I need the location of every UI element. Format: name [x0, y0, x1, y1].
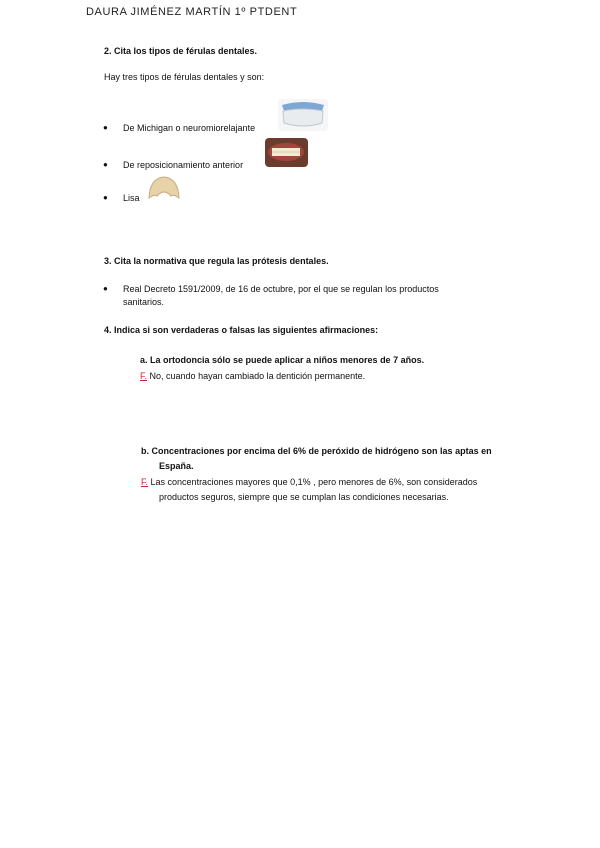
document-header: DAURA JIMÉNEZ MARTÍN 1º PTDENT: [86, 6, 298, 18]
smooth-splint-image: [146, 174, 182, 202]
answer-a-text: No, cuando hayan cambiado la dentición permanente.: [149, 371, 366, 381]
anterior-repositioning-image: [265, 138, 308, 167]
splint-type-anterior: ● De reposicionamiento anterior: [123, 160, 243, 170]
regulation-answer-line1: ● Real Decreto 1591/2009, de 16 de octubre, por el que se regulan los productos: [123, 284, 439, 294]
statement-b-answer-line1: [141, 477, 477, 487]
michigan-splint-image: [278, 99, 328, 131]
question-2-intro: Hay tres tipos de férulas dentales y son:: [104, 72, 265, 82]
question-4-title: 4. Indica si son verdaderas o falsas las siguientes afirmaciones:: [104, 325, 379, 335]
question-3-title: 3. Cita la normativa que regula las prótesis dentales.: [104, 256, 329, 266]
verdict-b: F.: [141, 477, 149, 487]
question-2-title: 2. Cita los tipos de férulas dentales.: [104, 46, 258, 56]
statement-a-answer: [140, 371, 365, 381]
statement-b-line2: España.: [159, 461, 194, 471]
verdict-a: F.: [140, 371, 148, 381]
statement-b-line1: b. Concentraciones por encima del 6% de peróxido de hidrógeno son las aptas en: [141, 446, 492, 456]
statement-a: a. La ortodoncia sólo se puede aplicar a niños menores de 7 años.: [140, 355, 425, 365]
regulation-answer-line2: sanitarios.: [123, 297, 165, 307]
answer-b-text: Las concentraciones mayores que 0,1% , pero menores de 6%, son considerados: [150, 477, 478, 487]
splint-type-smooth: ● Lisa: [123, 193, 140, 203]
splint-type-michigan: ● De Michigan o neuromiorelajante: [123, 123, 255, 133]
statement-b-answer-line2: productos seguros, siempre que se cumplan las condiciones necesarias.: [159, 492, 449, 502]
